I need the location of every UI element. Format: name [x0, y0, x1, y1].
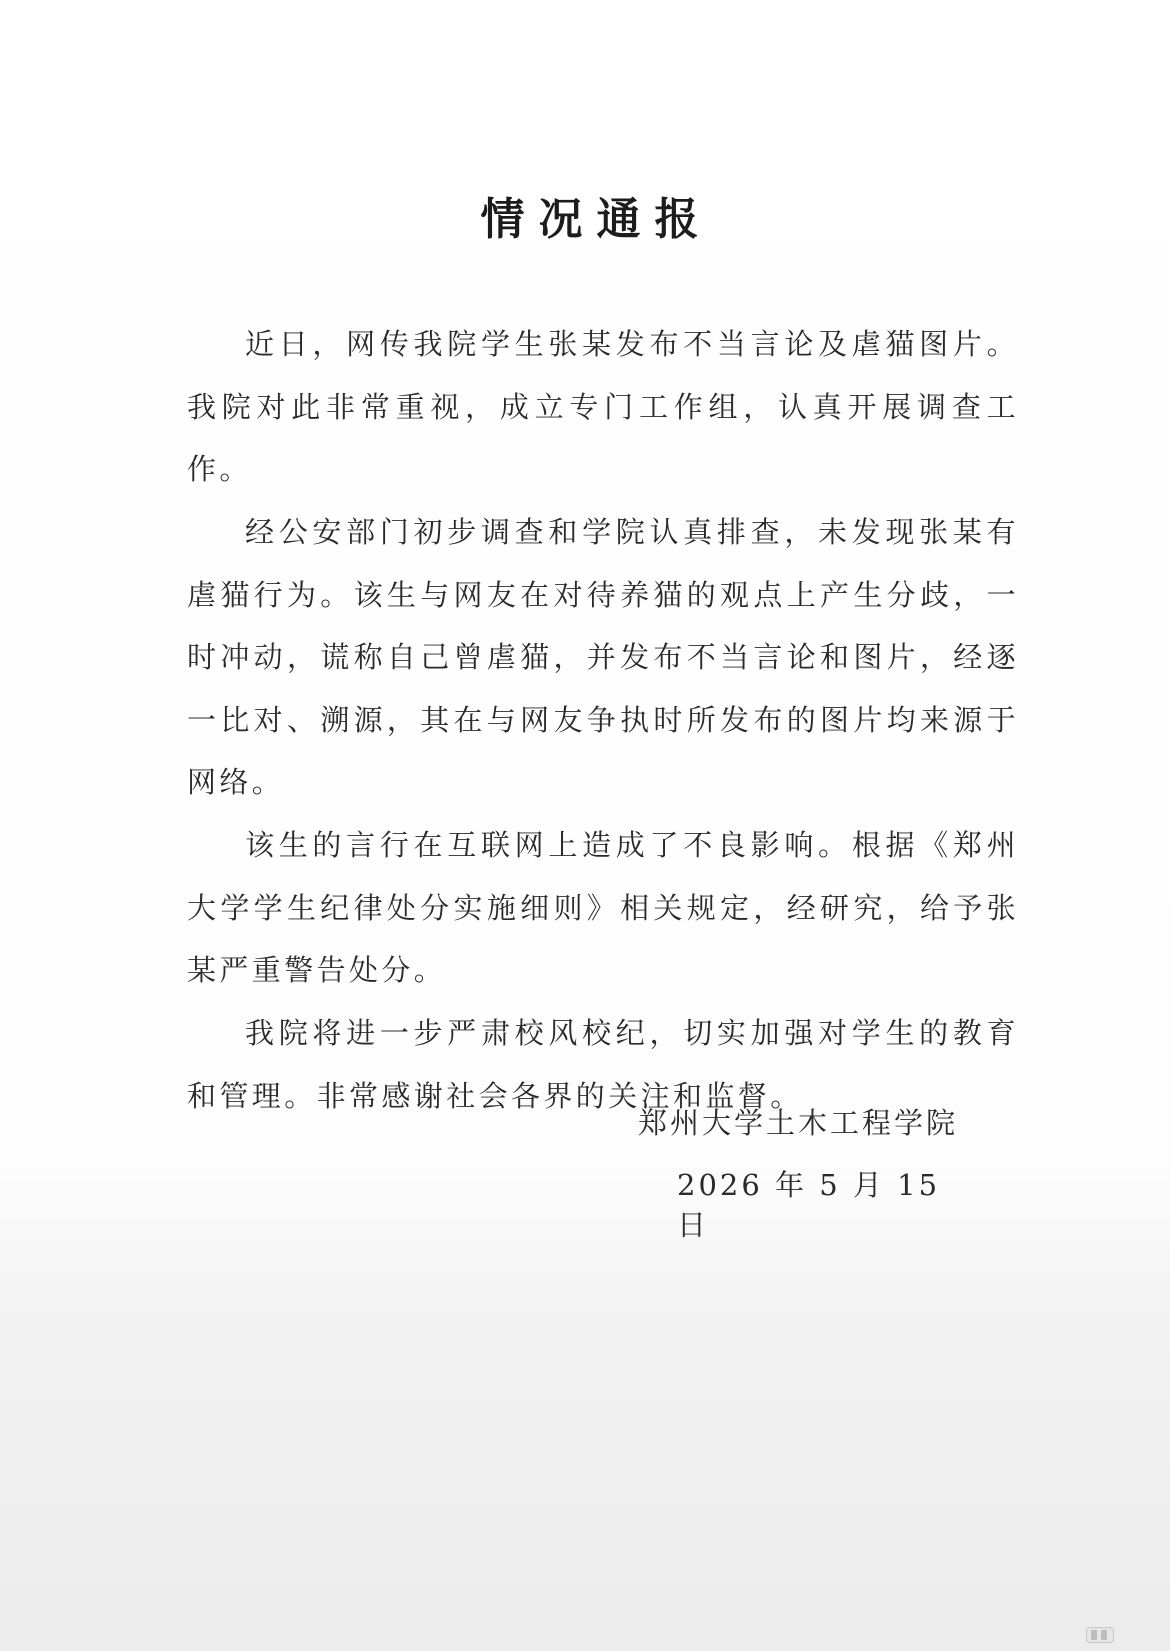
paragraph-1: 近日，网传我院学生张某发布不当言论及虐猫图片。我院对此非常重视，成立专门工作组，认真开展调查工作。 [187, 327, 1019, 486]
paragraph-3: 该生的言行在互联网上造成了不良影响。根据《郑州大学学生纪律处分实施细则》相关规定，经研究，给予张某严重警告处分。 [187, 828, 1019, 987]
signature-date: 2026 年 5 月 15 日 [677, 1168, 941, 1242]
signature-block [638, 1103, 978, 1245]
pause-toggle-icon[interactable] [1086, 1627, 1114, 1643]
signature-organization: 郑州大学土木工程学院 [638, 1106, 959, 1140]
document-title: 情况通报 [480, 194, 713, 245]
paragraph-4: 我院将进一步严肃校风校纪，切实加强对学生的教育和管理。非常感谢社会各界的关注和监督。 [187, 1016, 1019, 1113]
document-body [187, 313, 1019, 1127]
paragraph-2: 经公安部门初步调查和学院认真排查，未发现张某有虐猫行为。该生与网友在对待养猫的观点上产生分歧，一时冲动，谎称自己曾虐猫，并发布不当言论和图片，经逐一比对、溯源，其在与网友争执时所发布的图片均来源于网络。 [187, 515, 1019, 799]
